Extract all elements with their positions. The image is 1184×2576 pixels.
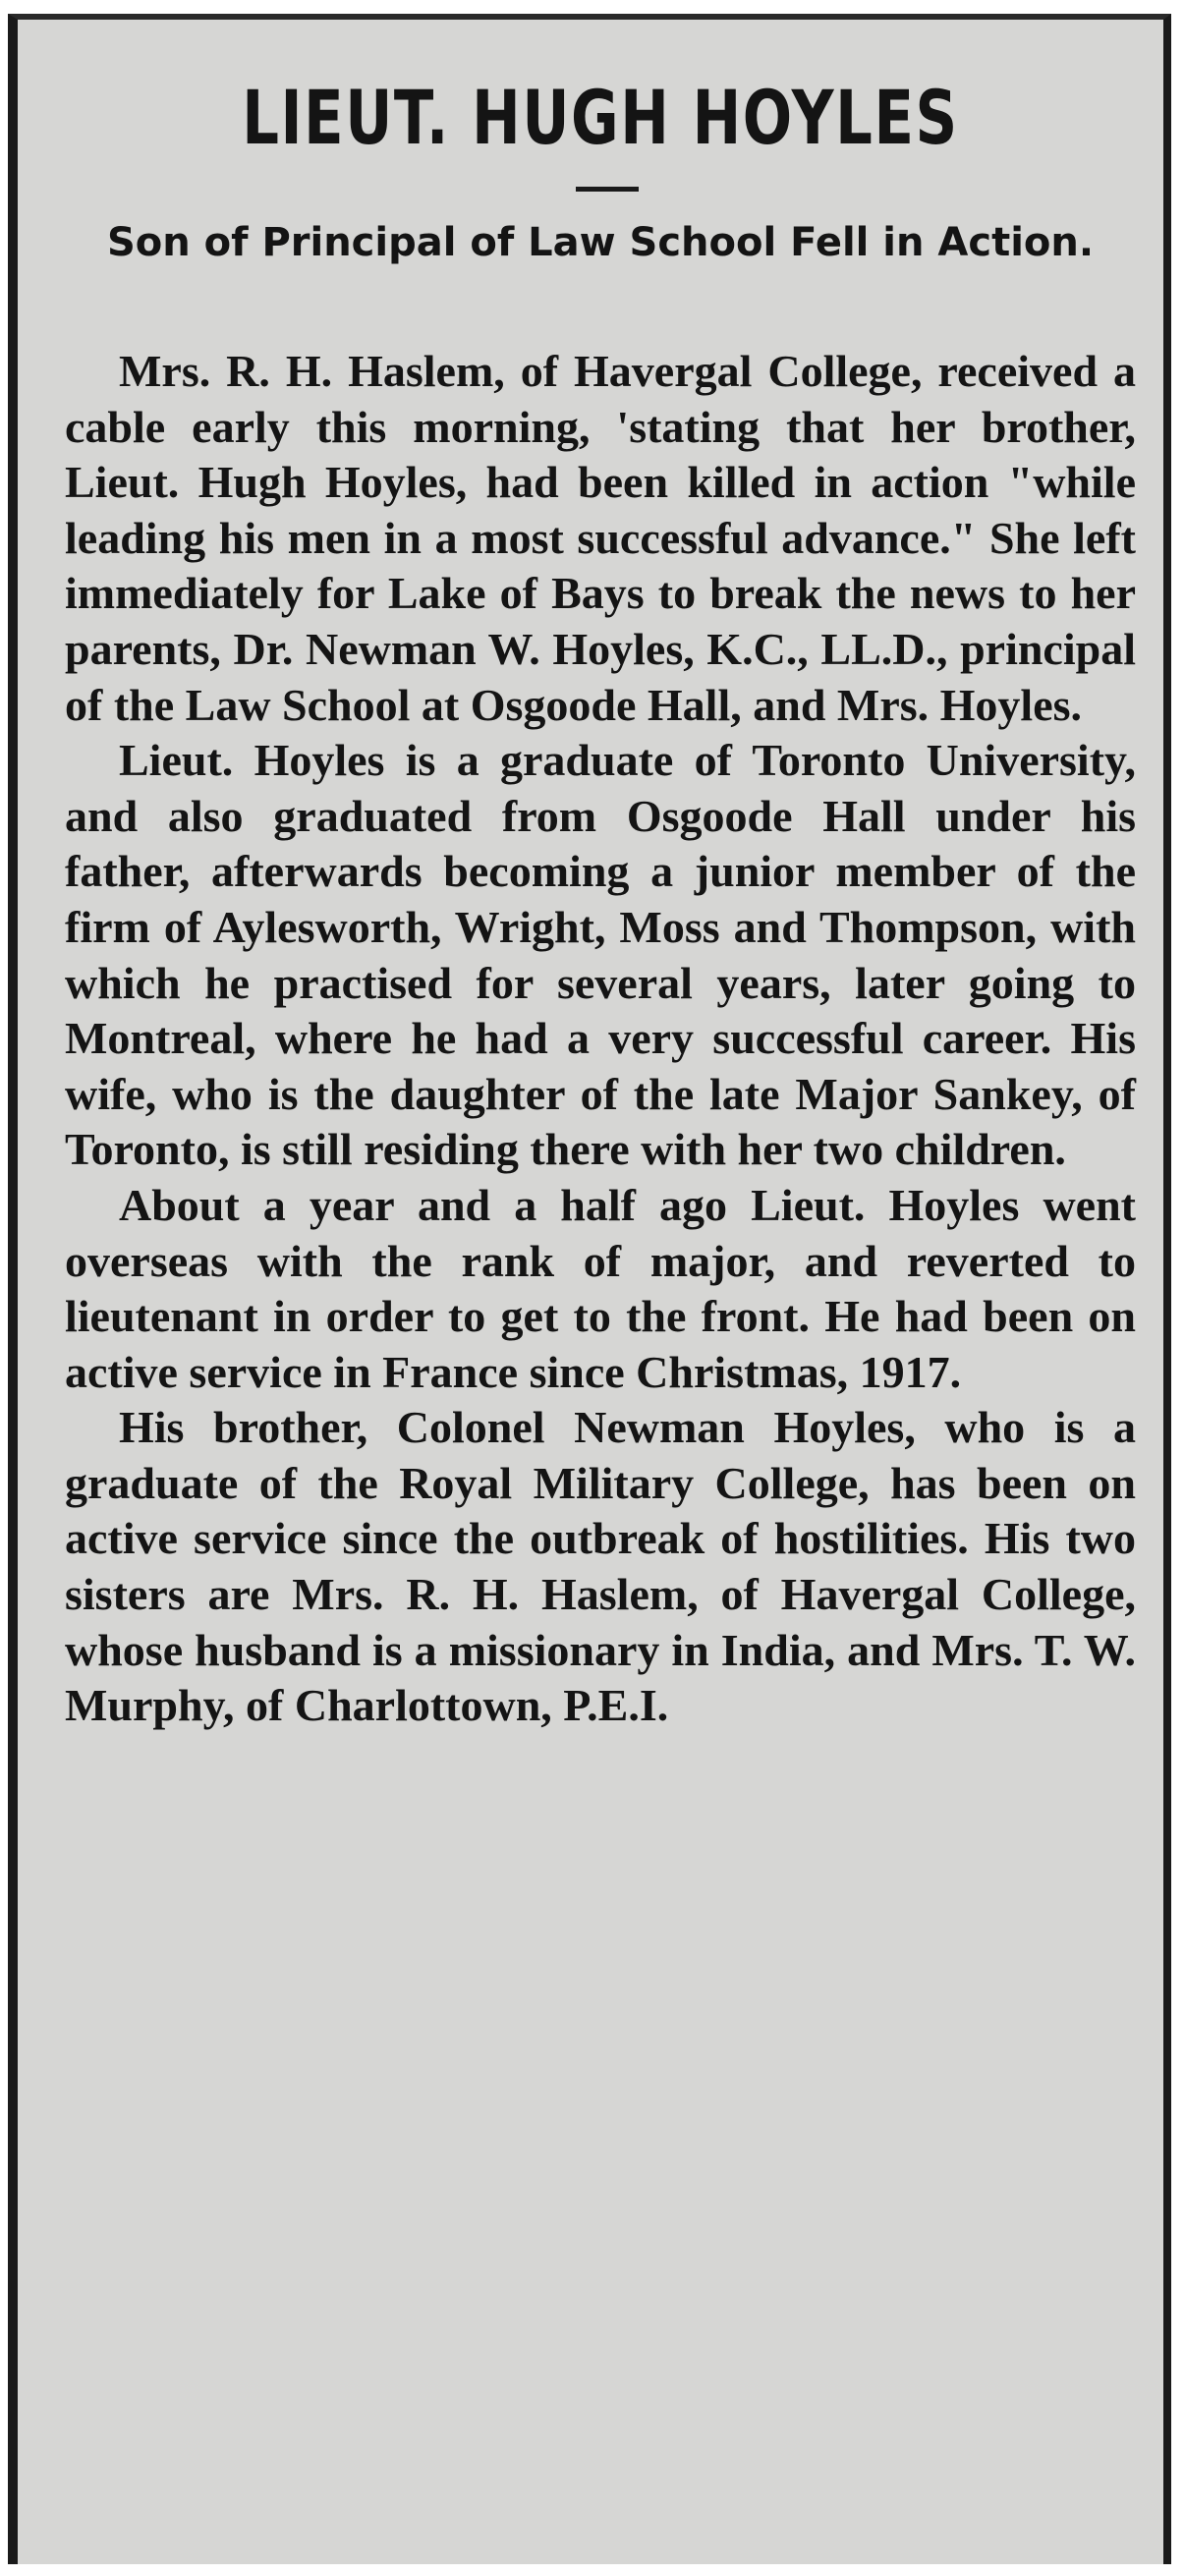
subheadline: Son of Principal of Law School Fell in Action. (106, 220, 1095, 265)
newspaper-clipping (8, 14, 1171, 2564)
headline: LIEUT. HUGH HOYLES (242, 74, 959, 161)
article-body (65, 344, 1136, 1734)
headline-divider (576, 187, 639, 192)
paragraph-2: Lieut. Hoyles is a graduate of Toronto University, and also graduated from Osgoode Hall under his father, afterwards becoming a junior member of the firm of Aylesworth, Wright, Moss and Thompson, with which he practised for several years, later going to Montreal, where he had a very successful career. His wife, who is the daughter of the late Major Sankey, of Toronto, is still residing there with her two children. (65, 735, 1136, 1175)
paragraph-4: His brother, Colonel Newman Hoyles, who is a graduate of the Royal Military College, has been on active service since the outbreak of hostilities. His two sisters are Mrs. R. H. Haslem, of Havergal College, whose husband is a missionary in India, and Mrs. T. W. Murphy, of Charlottown, P.E.I. (65, 1402, 1136, 1731)
paragraph-3: About a year and a half ago Lieut. Hoyles went overseas with the rank of major, and reverted to lieutenant in order to get to the front. He had been on active service in France since Christmas, 1917. (65, 1179, 1136, 1397)
paragraph-1: Mrs. R. H. Haslem, of Havergal College, received a cable early this morning, 'stating that her brother, Lieut. Hugh Hoyles, had been killed in action "while leading his men in a most successful advance." She left immediately for Lake of Bays to break the news to her parents, Dr. Newman W. Hoyles, K.C., LL.D., principal of the Law School at Osgoode Hall, and Mrs. Hoyles. (65, 346, 1136, 730)
